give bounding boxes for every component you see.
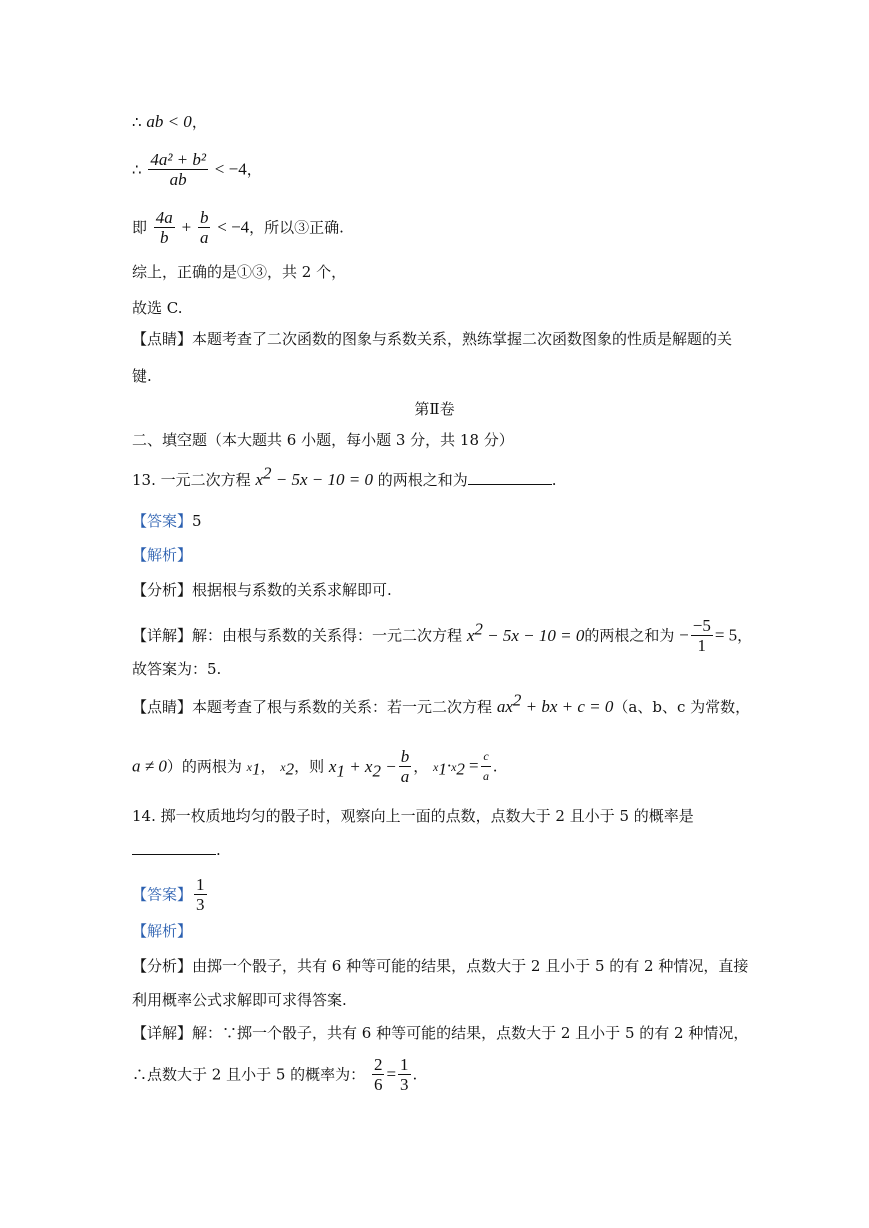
- fraction-two-sixths: $\frac{2}{6}$: [373, 1055, 383, 1094]
- fraction-neg5-over-1: $\frac{-5}{1}$: [692, 616, 711, 655]
- line-comment-1b: 键.: [132, 367, 152, 385]
- fraction-one-third-result: $\frac{1}{3}$: [400, 1055, 409, 1094]
- line-sum-fractions: 即 $\frac{4a}{b}$ + $\frac{b}{a}$ < −4，所以③正确.: [132, 208, 344, 247]
- q14-question: 14. 掷一枚质地均匀的骰子时，观察向上一面的点数，点数大于 2 且小于 5 的概率是: [132, 807, 694, 825]
- answer-blank: [132, 854, 216, 855]
- line-comment-1: 【点睛】本题考查了二次函数的图象与系数关系，熟练掌握二次函数图象的性质是解题的关: [132, 330, 733, 348]
- fraction-one-third: $\frac{1}{3}$: [196, 875, 205, 914]
- section-title: 第Ⅱ卷: [414, 400, 455, 418]
- fraction-4a2-b2-over-ab: $\frac{\text{4a² + b²}}{ab}$: [150, 150, 206, 189]
- q14-fenxi: 【分析】由掷一个骰子，共有 6 种等可能的结果，点数大于 2 且小于 5 的有 2 种情况，直接: [132, 957, 749, 975]
- line-choose-c: 故选 C.: [132, 299, 183, 317]
- line-fraction-lt-neg4: ∴ $\frac{\text{4a² + b²}}{ab}$ < −4，: [132, 150, 262, 189]
- q13-analysis-tag: 【解析】: [132, 546, 193, 564]
- fill-heading: 二、填空题（本大题共 6 小题，每小题 3 分，共 18 分）: [132, 431, 514, 449]
- q14-analysis-tag: 【解析】: [132, 922, 193, 940]
- line-ab-lt-zero: ∴ ab < 0，: [132, 112, 207, 131]
- q13-answer: 【答案】5: [132, 512, 202, 530]
- answer-blank: [468, 484, 552, 485]
- q13-vieta: a ≠ 0）的两根为 $x_1$， $x_2$，则 $x_1 + x_2$ − $\frac{b}{a}$ ， $x_1\cdot x_2$ = $\frac{c}{a}$ .: [132, 747, 498, 786]
- q14-probability: ∴点数大于 2 且小于 5 的概率为： $\frac{2}{6}$ = $\frac{1}{3}$ .: [132, 1055, 418, 1094]
- fraction-b-over-a-vieta: $\frac{b}{a}$: [400, 747, 410, 786]
- q13-equation: $x^2 - 5x - 10 = 0$: [255, 463, 373, 489]
- line-summary: 综上，正确的是①③，共 2 个，: [132, 263, 347, 281]
- q14-fenxi-b: 利用概率公式求解即可求得答案.: [132, 991, 347, 1009]
- fraction-b-over-a: $\frac{b}{a}$: [199, 208, 209, 247]
- fraction-c-over-a: $\frac{c}{a}$: [483, 749, 490, 783]
- q13-fenxi: 【分析】根据根与系数的关系求解即可.: [132, 581, 392, 599]
- q14-blank-line: .: [132, 840, 221, 860]
- q13-conclusion: 故答案为：5.: [132, 660, 222, 678]
- q14-answer: 【答案】 $\frac{1}{3}$: [132, 875, 205, 914]
- q13-question: 13. 一元二次方程 $x^2 - 5x - 10 = 0$ 的两根之和为 .: [132, 463, 557, 489]
- fraction-4a-over-b: $\frac{4a}{b}$: [155, 208, 173, 247]
- q13-dianjing: 【点睛】本题考查了根与系数的关系：若一元二次方程 $ax^2$ + bx + c = 0（a、b、c 为常数，: [132, 690, 751, 716]
- q14-xiangjie: 【详解】解：∵掷一个骰子，共有 6 种等可能的结果，点数大于 2 且小于 5 的有 2 种情况，: [132, 1024, 749, 1042]
- q13-xiangjie: 【详解】解：由根与系数的关系得：一元二次方程 $x^2 - 5x - 10 = 0$的两根之和为 − $\frac{-5}{1}$ = 5，: [132, 616, 753, 655]
